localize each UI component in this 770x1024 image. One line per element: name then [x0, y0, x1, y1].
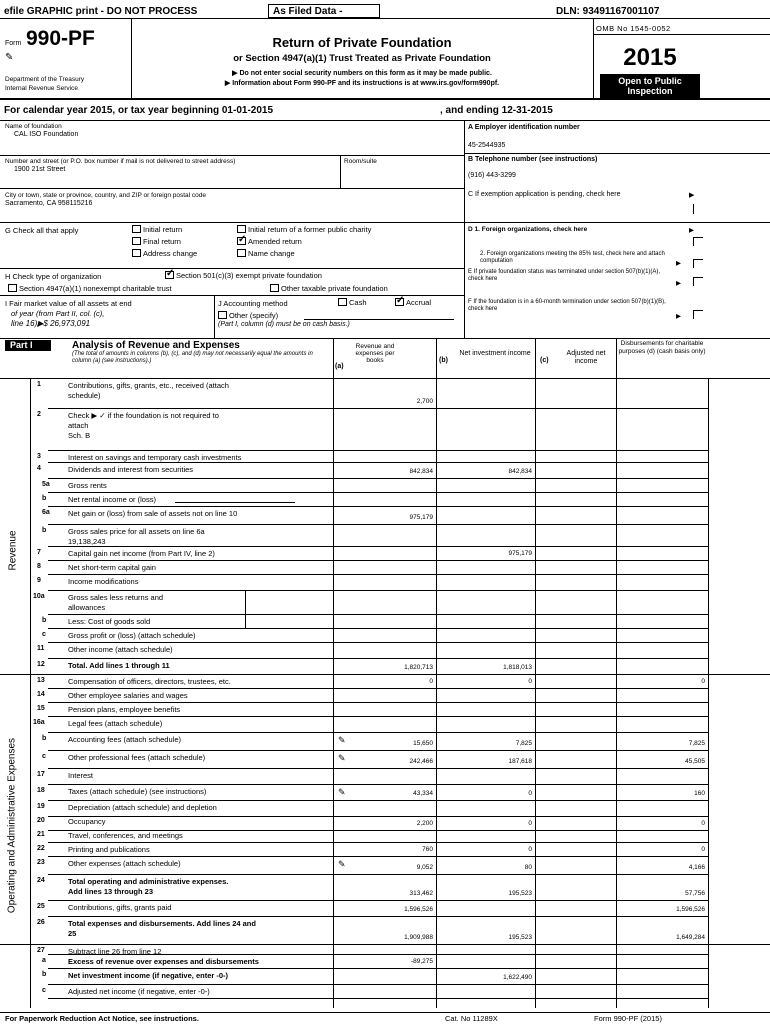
line-number: a [42, 957, 46, 964]
attachment-icon[interactable]: ✎ [338, 753, 346, 763]
attachment-icon[interactable]: ✎ [338, 735, 346, 745]
col-c-letter: (c) [540, 357, 549, 364]
calendar-left: For calendar year 2015, or tax year beginning 01-01-2015 [4, 105, 274, 116]
omb-number: OMB No 1545-0052 [596, 24, 671, 33]
column-divider [333, 378, 334, 1008]
f-label: F If the foundation is in a 60-month termination under section 507(b)(1)(B), check here [468, 299, 666, 312]
line-label-cont: schedule) [68, 391, 101, 400]
line-number: 16a [33, 719, 45, 726]
line-number: 7 [37, 549, 41, 556]
form-title: Return of Private Foundation [272, 35, 452, 50]
line-number: 15 [37, 705, 45, 712]
line-label: Other income (attach schedule) [68, 645, 173, 654]
row-divider [48, 560, 708, 561]
row-divider [48, 506, 708, 507]
row-divider [48, 998, 708, 999]
line-number: c [42, 631, 46, 638]
row-divider [48, 408, 708, 409]
checkbox-checked[interactable] [165, 271, 174, 279]
street-label: Number and street (or P.O. box number if mail is not delivered to street address) [5, 158, 236, 165]
form-number: 990-PF [26, 27, 95, 50]
line-number: 20 [37, 817, 45, 824]
line-label: Contributions, gifts, grants paid [68, 903, 172, 912]
line-number: 25 [37, 903, 45, 910]
line-label: Subtract line 26 from line 12 [68, 947, 162, 956]
line-number: c [42, 987, 46, 994]
col-a-value: 9,052 [416, 864, 433, 871]
g-label: G Check all that apply [5, 226, 79, 235]
col-a-value: 242,466 [409, 758, 433, 765]
row-divider [48, 688, 708, 689]
line-label: Interest on savings and temporary cash investments [68, 453, 242, 462]
line-label-cont: attach [68, 421, 89, 430]
row-divider [48, 968, 708, 969]
form-note-1: ▶ Do not enter social security numbers on this form as it may be made public. [232, 70, 492, 77]
col-a-value: 43,334 [413, 790, 433, 797]
line-label: Adjusted net income (if negative, enter -0-) [68, 987, 210, 996]
line-label: Gross sales price for all assets on line 6a [68, 527, 205, 536]
line-number: 22 [37, 845, 45, 852]
row-divider [48, 874, 708, 875]
col-b-value: 187,618 [508, 758, 532, 765]
row-divider [48, 462, 708, 463]
arrow-icon: ▶ [689, 192, 695, 199]
phone-label: B Telephone number (see instructions) [468, 156, 598, 163]
row-divider [48, 546, 708, 547]
line-label: Excess of revenue over expenses and disbursements [68, 957, 259, 966]
col-d-value: 4,166 [688, 864, 705, 871]
open-inspection-text: Open to Public Inspection [618, 76, 682, 96]
col-d-value: 1,596,526 [676, 906, 705, 913]
line-number: b [42, 527, 47, 534]
row-divider [48, 716, 708, 717]
line-label: Capital gain net income (from Part IV, line 2) [68, 549, 215, 558]
col-a-value: 842,834 [409, 468, 433, 475]
row-divider [48, 732, 708, 733]
line-number: 19 [37, 803, 45, 810]
line-number: 3 [37, 453, 41, 460]
col-b-value: 80 [524, 864, 532, 871]
column-divider [436, 378, 437, 1008]
line-number: b [42, 971, 47, 978]
row-divider [48, 574, 708, 575]
line-label: Taxes (attach schedule) (see instructions) [68, 787, 207, 796]
section-divider [0, 944, 770, 945]
line-number: 11 [37, 645, 45, 652]
line-number: 26 [37, 919, 45, 926]
line-number: 13 [37, 677, 45, 684]
line-number: 12 [37, 661, 45, 668]
row-divider [48, 800, 708, 801]
checkbox[interactable] [132, 225, 141, 233]
line-number: 6a [42, 509, 50, 516]
line-number: 4 [37, 465, 41, 472]
g-initial-return[interactable]: Initial return [132, 225, 182, 234]
line-label: Gross sales less returns and [68, 593, 164, 602]
col-a-value: 313,462 [409, 890, 433, 897]
fill-line [175, 502, 295, 503]
j-cash[interactable]: Cash [338, 298, 367, 307]
d1-label: D 1. Foreign organizations, check here [468, 226, 588, 233]
row-divider [48, 750, 708, 751]
arrow-icon: ▶ [676, 313, 681, 320]
line-number: 27 [37, 947, 45, 954]
h-opt-4947[interactable]: Section 4947(a)(1) nonexempt charitable trust [8, 284, 172, 293]
line-label: Total. Add lines 1 through 11 [68, 661, 170, 670]
form-note-2: ▶ Information about Form 990-PF and its instructions is at www.irs.gov/form990pf. [224, 80, 500, 87]
line-label: Printing and publications [68, 845, 150, 854]
col-b-value: 195,523 [508, 934, 532, 941]
part-title: Analysis of Revenue and Expenses [72, 340, 240, 351]
checkbox[interactable] [132, 249, 141, 257]
checkbox-checked[interactable] [237, 237, 246, 245]
row-divider [48, 614, 708, 615]
line-label: Net short-term capital gain [68, 563, 156, 572]
col-b-letter: (b) [439, 357, 448, 364]
col-c-header: Adjusted net income [566, 350, 606, 365]
col-a-header: Revenue and expenses per books [355, 343, 395, 364]
arrow-icon: ▶ [689, 227, 694, 234]
line-label: Travel, conferences, and meetings [68, 831, 183, 840]
g-initial-former[interactable]: Initial return of a former public charity [237, 225, 371, 234]
checkbox[interactable] [132, 237, 141, 245]
col-b-value: 0 [528, 820, 532, 827]
col-b-value: 1,622,490 [503, 974, 532, 981]
part-label-text: Part I [10, 340, 33, 350]
row-divider [48, 658, 708, 659]
col-d-value: 160 [694, 790, 705, 797]
dept-text: Department of the Treasury [5, 76, 85, 83]
row-divider [48, 784, 708, 785]
col-a-letter: (a) [335, 363, 344, 370]
j-other[interactable]: Other (specify) [218, 311, 278, 320]
attachment-icon[interactable]: ✎ [338, 859, 346, 869]
e-label: E If private foundation status was terminated under section 507(b)(1)(A), check here [468, 269, 661, 282]
row-divider [48, 984, 708, 985]
col-b-value: 0 [528, 790, 532, 797]
line-number: 14 [37, 691, 45, 698]
dln: DLN: 93491167001107 [556, 6, 660, 17]
g-final-return[interactable]: Final return [132, 237, 181, 246]
col-a-value: -89,275 [410, 958, 433, 965]
line-label-cont: Sch. B [68, 431, 91, 440]
row-divider [48, 702, 708, 703]
line-label: Net gain or (loss) from sale of assets not on line 10 [68, 509, 238, 518]
row-divider [48, 642, 708, 643]
line-number: c [42, 753, 46, 760]
footer-mid: Cat. No 11289X [445, 1014, 498, 1023]
line-number: b [42, 735, 47, 742]
g-address-change[interactable]: Address change [132, 249, 197, 258]
line-label: Gross rents [68, 481, 107, 490]
row-divider [48, 628, 708, 629]
line-label: Pension plans, employee benefits [68, 705, 181, 714]
side-expenses: Operating and Administrative Expenses [6, 737, 18, 914]
col-d-value: 1,649,284 [676, 934, 705, 941]
line-label: Check ▶ ✓ if the foundation is not required to [68, 411, 219, 420]
line-number: 5a [42, 481, 50, 488]
col-a-value: 1,909,988 [404, 934, 433, 941]
checkbox-checked[interactable] [395, 298, 404, 306]
exemption-pending-label: C If exemption application is pending, check here [468, 191, 621, 198]
line-label: Total operating and administrative expenses. [68, 877, 229, 886]
column-divider [30, 674, 31, 1008]
line-number: 24 [37, 877, 45, 884]
col-d-value: 0 [701, 678, 705, 685]
i-line-2: of year (from Part II, col. (c), [11, 309, 105, 318]
line-number: 17 [37, 771, 45, 778]
line-label: Less: Cost of goods sold [68, 617, 151, 626]
col-b-value: 0 [528, 846, 532, 853]
col-a-value: 2,200 [416, 820, 433, 827]
col-a-value: 15,650 [413, 740, 433, 747]
row-divider [48, 842, 708, 843]
line-number: 8 [37, 563, 41, 570]
col-b-value: 195,523 [508, 890, 532, 897]
form-subtitle: or Section 4947(a)(1) Trust Treated as Private Foundation [233, 53, 491, 64]
checkbox[interactable] [237, 249, 246, 257]
line-number: b [42, 617, 47, 624]
irs-text: Internal Revenue Service [5, 85, 78, 92]
org-name: CAL ISO Foundation [14, 131, 79, 138]
line-label: Other expenses (attach schedule) [68, 859, 181, 868]
line-label: Contributions, gifts, grants, etc., received (attach [68, 381, 229, 390]
g-name-change[interactable]: Name change [237, 249, 295, 258]
org-street: 1900 21st Street [14, 166, 66, 173]
h-label: H Check type of organization [5, 272, 102, 281]
row-divider [48, 492, 708, 493]
line-label: Other employee salaries and wages [68, 691, 188, 700]
col-b-value: 975,179 [508, 550, 532, 557]
line-label-cont: 19,138,243 [68, 537, 106, 546]
j-accrual[interactable]: ✓ Accrual [395, 298, 431, 307]
attachment-icon[interactable]: ✎ [338, 787, 346, 797]
col-d-header: Disbursements for charitable purposes (d) (cash basis only) [618, 340, 706, 355]
org-city: Sacramento, CA 958115216 [5, 200, 93, 207]
line-number: 1 [37, 381, 41, 388]
row-divider [48, 900, 708, 901]
column-divider [708, 378, 709, 1008]
col-a-value: 1,820,713 [404, 664, 433, 671]
line-number: b [42, 495, 47, 502]
line-label: Occupancy [68, 817, 106, 826]
checkbox[interactable] [237, 225, 246, 233]
column-divider [616, 378, 617, 1008]
h-opt-501c3[interactable]: ✓ Section 501(c)(3) exempt private foundation [165, 271, 322, 280]
col-b-value: 7,825 [515, 740, 532, 747]
inner-box-line [245, 590, 246, 628]
room-label: Room/suite [344, 158, 377, 165]
line-label: Legal fees (attach schedule) [68, 719, 163, 728]
line-number: 23 [37, 859, 45, 866]
col-d-value: 45,505 [685, 758, 705, 765]
col-d-value: 57,756 [685, 890, 705, 897]
line-label: Total expenses and disbursements. Add lines 24 and [68, 919, 256, 928]
row-divider [48, 590, 708, 591]
row-divider [48, 816, 708, 817]
form-icon: ✎ [5, 52, 14, 63]
col-d-value: 7,825 [688, 740, 705, 747]
line-number: 21 [37, 831, 45, 838]
line-label-cont: allowances [68, 603, 106, 612]
line-number: 10a [33, 593, 45, 600]
col-b-header: Net investment income [459, 350, 531, 357]
name-label: Name of foundation [5, 123, 62, 130]
line-label: Income modifications [68, 577, 139, 586]
section-divider [0, 674, 770, 675]
line-label: Interest [68, 771, 94, 780]
line-label-cont: 25 [68, 929, 77, 938]
line-label: Net rental income or (loss) [68, 495, 156, 504]
checkbox[interactable] [338, 298, 347, 306]
col-d-value: 0 [701, 820, 705, 827]
row-divider [48, 450, 708, 451]
phone-value: (916) 443-3299 [468, 172, 516, 179]
arrow-icon: ▶ [676, 260, 681, 267]
line-label: Net investment income (if negative, enter -0-) [68, 971, 229, 980]
ein-value: 45-2544935 [468, 142, 506, 149]
col-b-value: 842,834 [508, 468, 532, 475]
col-a-value: 0 [429, 678, 433, 685]
checkbox[interactable] [218, 311, 227, 319]
checkbox[interactable] [8, 284, 17, 292]
row-divider [48, 768, 708, 769]
line-label: Compensation of officers, directors, trustees, etc. [68, 677, 231, 686]
line-number: 2 [37, 411, 41, 418]
column-divider [535, 378, 536, 1008]
city-label: City or town, state or province, country, and ZIP or foreign postal code [5, 192, 206, 199]
d2-label: 2. Foreign organizations meeting the 85% test, check here and attach computation [480, 251, 665, 264]
form-year: 2015 [623, 44, 677, 71]
col-a-value: 760 [422, 846, 433, 853]
g-amended-return[interactable]: ✓ Amended return [237, 237, 302, 246]
row-divider [48, 856, 708, 857]
j-note: (Part I, column (d) must be on cash basis.) [218, 321, 350, 328]
banner-left: efile GRAPHIC print - DO NOT PROCESS [4, 6, 198, 17]
line-label-cont: Add lines 13 through 23 [68, 887, 154, 896]
row-divider [48, 916, 708, 917]
col-d-value: 0 [701, 846, 705, 853]
col-b-value: 0 [528, 678, 532, 685]
j-label: J Accounting method [218, 299, 288, 308]
form-prefix: Form [5, 40, 22, 47]
col-a-value: 2,700 [416, 398, 433, 405]
col-b-value: 1,818,013 [503, 664, 532, 671]
line-number: 18 [37, 787, 45, 794]
line-label: Other professional fees (attach schedule) [68, 753, 206, 762]
ein-label: A Employer identification number [468, 124, 580, 131]
part-desc: (The total of amounts in columns (b), (c), and (d) may not necessarily equal the amounts in column (a) (see instructions).) [72, 351, 313, 364]
row-divider [48, 524, 708, 525]
line-label: Depreciation (attach schedule) and depletion [68, 803, 217, 812]
col-a-value: 975,179 [409, 514, 433, 521]
i-line-3: line 16)▶$ 26,973,091 [11, 319, 91, 328]
banner-middle: As Filed Data - [273, 6, 343, 17]
i-line-1: I Fair market value of all assets at end [5, 299, 132, 308]
h-opt-other[interactable]: Other taxable private foundation [270, 284, 388, 293]
line-number: 9 [37, 577, 41, 584]
inner-box-line [245, 628, 333, 629]
footer-left: For Paperwork Reduction Act Notice, see instructions. [5, 1014, 199, 1023]
col-a-value: 1,596,526 [404, 906, 433, 913]
row-divider [48, 478, 708, 479]
footer-right: Form 990-PF (2015) [594, 1014, 662, 1023]
line-label: Dividends and interest from securities [68, 465, 194, 474]
arrow-icon: ▶ [676, 280, 681, 287]
side-revenue: Revenue [7, 530, 19, 571]
line-label: Accounting fees (attach schedule) [68, 735, 181, 744]
column-divider [30, 378, 31, 674]
line-label: Gross profit or (loss) (attach schedule) [68, 631, 196, 640]
calendar-right: , and ending 12-31-2015 [440, 105, 553, 116]
checkbox[interactable] [270, 284, 279, 292]
